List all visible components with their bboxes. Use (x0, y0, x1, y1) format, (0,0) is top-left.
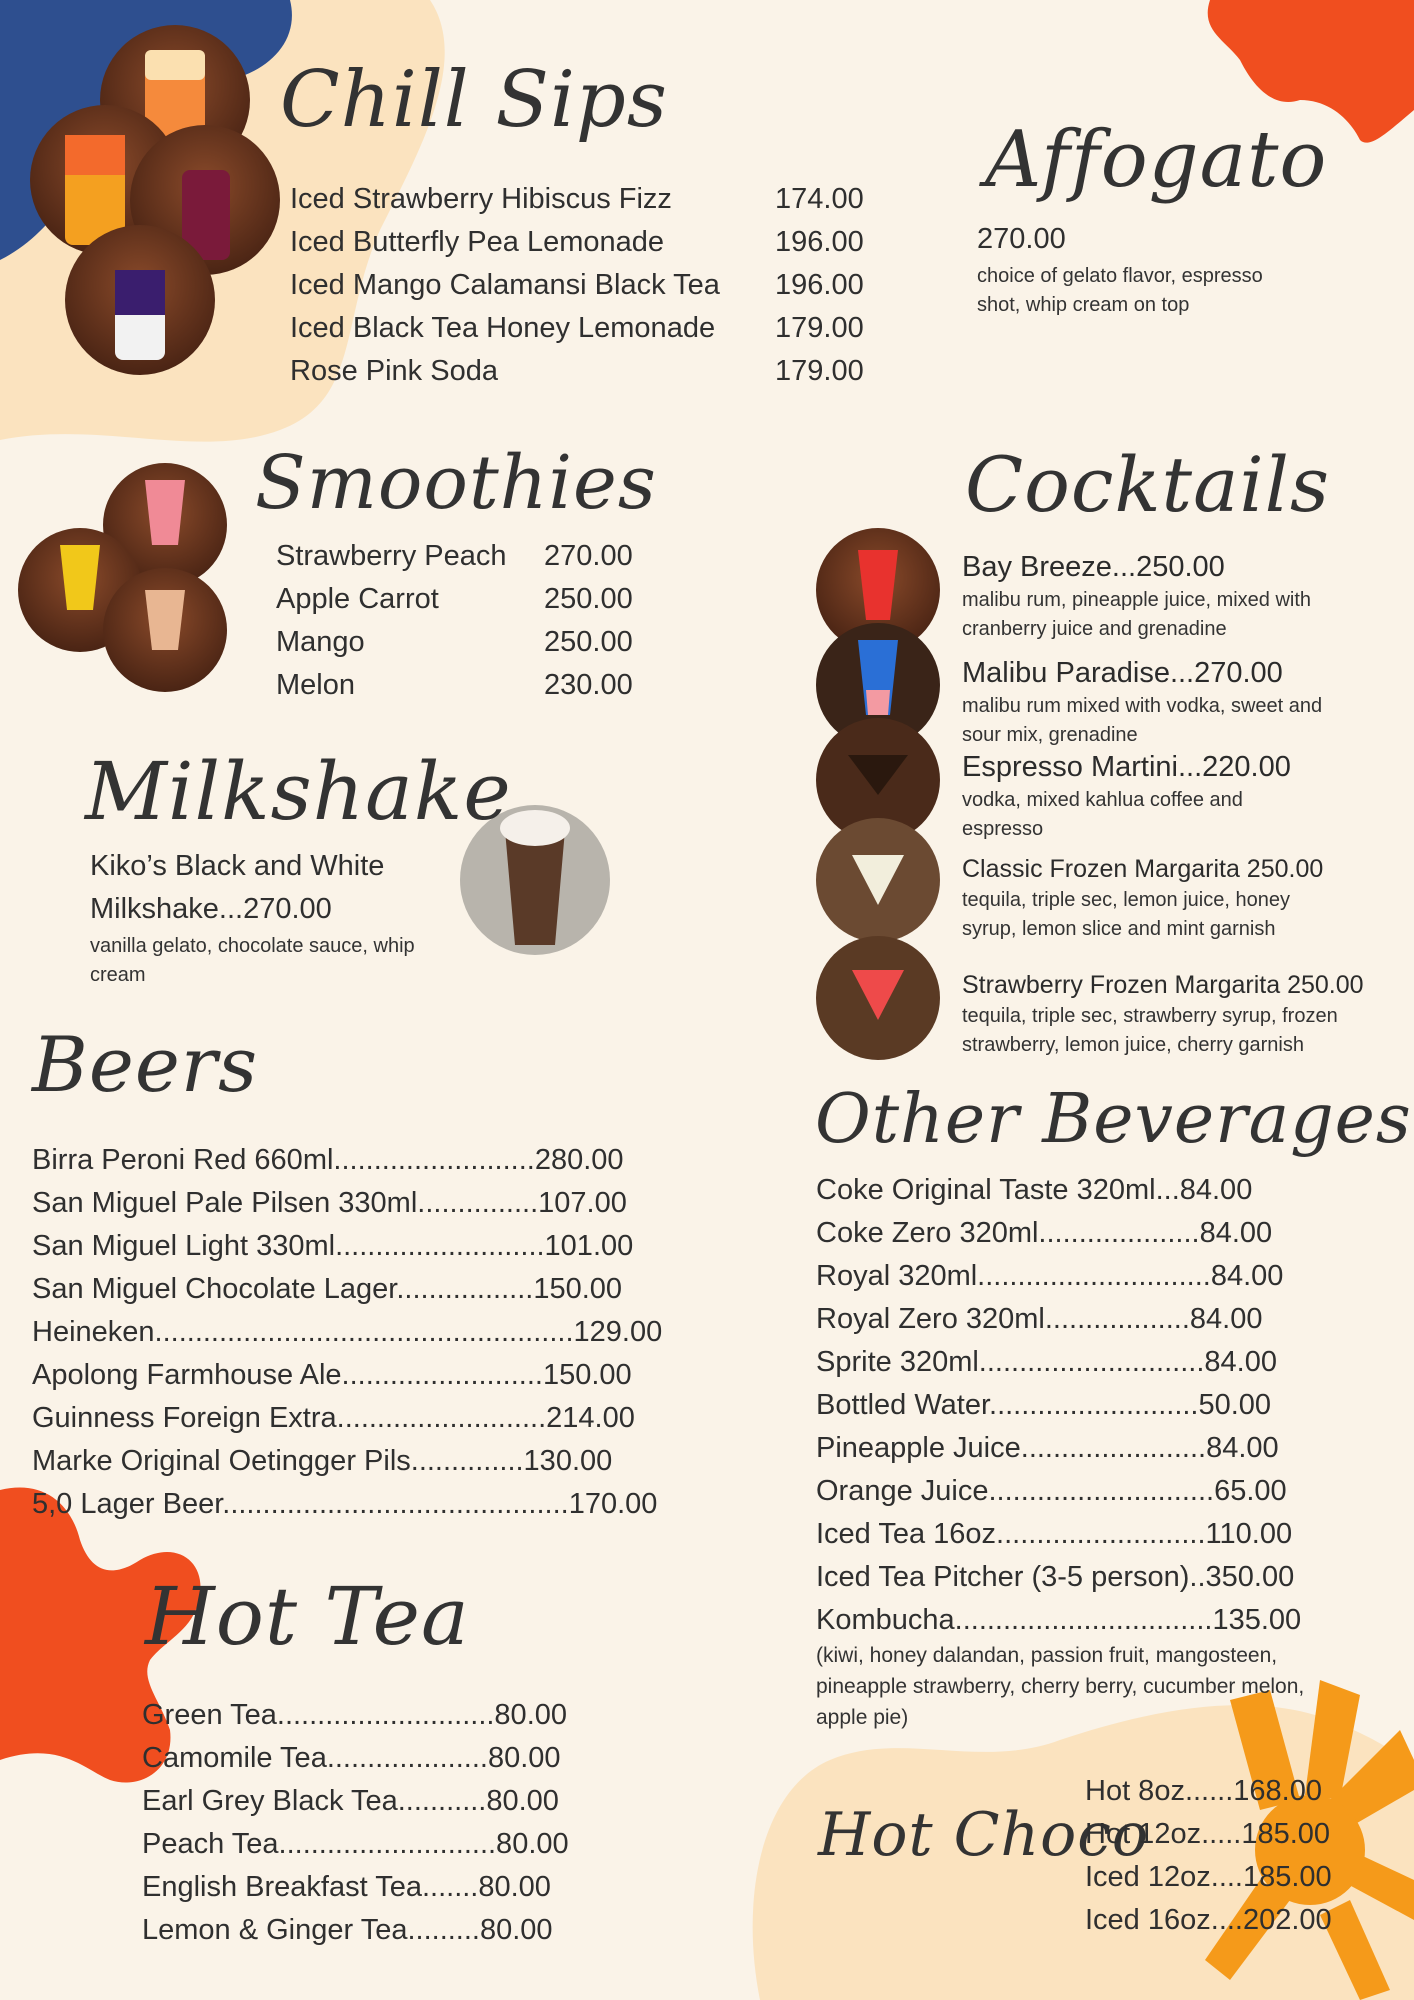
chill-sips-photos (30, 25, 280, 375)
list-item: Iced Tea 16oz..........................110.00 (816, 1518, 1293, 1550)
milkshake-desc: vanilla gelato, chocolate sauce, whip cream (90, 935, 415, 986)
cocktail-name: Classic Frozen Margarita 250.00 (962, 855, 1324, 883)
milkshake-title: Milkshake (85, 745, 512, 838)
list-item: Guinness Foreign Extra..........................214.00 (32, 1402, 635, 1434)
list-item: Peach Tea...........................80.00 (142, 1828, 569, 1860)
list-item (290, 221, 864, 264)
cocktails-title: Cocktails (965, 440, 1330, 529)
affogato-price: 270.00 (977, 223, 1066, 255)
list-item: Sprite 320ml............................84.00 (816, 1346, 1277, 1378)
list-item (276, 578, 633, 621)
list-item (276, 664, 633, 707)
cocktail-name: Espresso Martini...220.00 (962, 751, 1291, 783)
list-item: Camomile Tea....................80.00 (142, 1742, 561, 1774)
cocktail-item (962, 548, 1382, 644)
list-item: Marke Original Oetingger Pils..............130.00 (32, 1445, 613, 1477)
kombucha-flavors-note: (kiwi, honey dalandan, passion fruit, mangosteen, pineapple strawberry, cherry berry, cucumber melon, apple pie) (816, 1644, 1305, 1729)
smoothies-list (276, 535, 633, 707)
list-item: Iced 16oz....202.00 (1085, 1904, 1332, 1936)
list-item: Hot 8oz......168.00 (1085, 1775, 1322, 1807)
list-item: Earl Grey Black Tea...........80.00 (142, 1785, 559, 1817)
cocktail-desc: malibu rum, pineapple juice, mixed with cranberry juice and grenadine (962, 589, 1312, 640)
chill-sips-title: Chill Sips (280, 55, 668, 145)
cocktail-name: Bay Breeze...250.00 (962, 551, 1225, 583)
item-name: Mango (276, 626, 365, 658)
list-item: Kombucha................................135.00 (816, 1604, 1302, 1636)
list-item: Lemon & Ginger Tea.........80.00 (142, 1914, 553, 1946)
list-item: Pineapple Juice.......................84.00 (816, 1432, 1279, 1464)
list-item: Birra Peroni Red 660ml.........................280.00 (32, 1144, 624, 1176)
cocktail-desc: tequila, triple sec, lemon juice, honey syrup, lemon slice and mint garnish (962, 889, 1290, 940)
list-item: Royal Zero 320ml..................84.00 (816, 1303, 1263, 1335)
list-item: Bottled Water..........................50.00 (816, 1389, 1272, 1421)
item-name: Apple Carrot (276, 583, 439, 615)
list-item: English Breakfast Tea.......80.00 (142, 1871, 551, 1903)
list-item (276, 535, 633, 578)
smoothies-photos (18, 463, 227, 692)
list-item: San Miguel Light 330ml..........................101.00 (32, 1230, 634, 1262)
list-item: Iced Tea Pitcher (3-5 person)..350.00 (816, 1561, 1295, 1593)
list-item (290, 178, 864, 221)
other-beverages-list (816, 1169, 1301, 1642)
other-beverages-title: Other Beverages (815, 1080, 1412, 1159)
hot-choco-title: Hot Choco (818, 1800, 1150, 1870)
list-item (290, 307, 864, 350)
affogato-desc: choice of gelato flavor, espresso shot, whip cream on top (977, 265, 1263, 316)
cocktail-item (962, 852, 1342, 944)
milkshake-line2: Milkshake...270.00 (90, 893, 332, 925)
smoothies-title: Smoothies (255, 440, 657, 526)
hot-tea-title: Hot Tea (145, 1570, 470, 1663)
list-item: Heineken....................................................129.00 (32, 1316, 663, 1348)
list-item: 5,0 Lager Beer...........................................170.00 (32, 1488, 658, 1520)
list-item (290, 350, 864, 393)
item-name: Melon (276, 669, 355, 701)
cocktail-item (962, 654, 1362, 750)
chill-sips-list (290, 178, 864, 393)
item-price: 230.00 (544, 669, 633, 701)
cocktail-name: Strawberry Frozen Margarita 250.00 (962, 971, 1364, 999)
item-name: Rose Pink Soda (290, 355, 498, 387)
beers-title: Beers (32, 1020, 259, 1109)
list-item: Hot 12oz.....185.00 (1085, 1818, 1331, 1850)
beers-list (32, 1139, 662, 1526)
item-name: Iced Black Tea Honey Lemonade (290, 312, 716, 344)
hot-tea-list (142, 1694, 569, 1952)
cocktail-name: Malibu Paradise...270.00 (962, 657, 1283, 689)
cocktail-item (962, 968, 1382, 1060)
affogato-title: Affogato (985, 115, 1328, 205)
milkshake-line1: Kiko’s Black and White (90, 850, 385, 882)
cocktail-item (962, 748, 1302, 844)
item-name: Iced Mango Calamansi Black Tea (290, 269, 720, 301)
list-item: Royal 320ml.............................84.00 (816, 1260, 1284, 1292)
item-price: 250.00 (544, 583, 633, 615)
item-price: 196.00 (775, 226, 864, 258)
item-name: Iced Butterfly Pea Lemonade (290, 226, 665, 258)
item-name: Iced Strawberry Hibiscus Fizz (290, 183, 672, 215)
list-item: San Miguel Pale Pilsen 330ml...............107.00 (32, 1187, 627, 1219)
cocktail-desc: tequila, triple sec, strawberry syrup, frozen strawberry, lemon juice, cherry garnish (962, 1005, 1338, 1056)
list-item: Iced 12oz....185.00 (1085, 1861, 1332, 1893)
item-price: 179.00 (775, 355, 864, 387)
list-item: Apolong Farmhouse Ale.........................150.00 (32, 1359, 632, 1391)
cocktail-desc: vodka, mixed kahlua coffee and espresso (962, 789, 1243, 840)
item-price: 250.00 (544, 626, 633, 658)
cocktail-desc: malibu rum mixed with vodka, sweet and sour mix, grenadine (962, 695, 1323, 746)
item-price: 179.00 (775, 312, 864, 344)
item-name: Strawberry Peach (276, 540, 507, 572)
item-price: 196.00 (775, 269, 864, 301)
list-item: Orange Juice............................65.00 (816, 1475, 1287, 1507)
list-item: San Miguel Chocolate Lager.................150.00 (32, 1273, 623, 1305)
item-price: 174.00 (775, 183, 864, 215)
list-item (276, 621, 633, 664)
list-item: Coke Zero 320ml....................84.00 (816, 1217, 1273, 1249)
list-item: Green Tea...........................80.00 (142, 1699, 568, 1731)
item-price: 270.00 (544, 540, 633, 572)
hot-choco-list (1085, 1770, 1332, 1942)
list-item: Coke Original Taste 320ml...84.00 (816, 1174, 1253, 1206)
list-item (290, 264, 864, 307)
cocktail-photos (816, 528, 940, 1060)
